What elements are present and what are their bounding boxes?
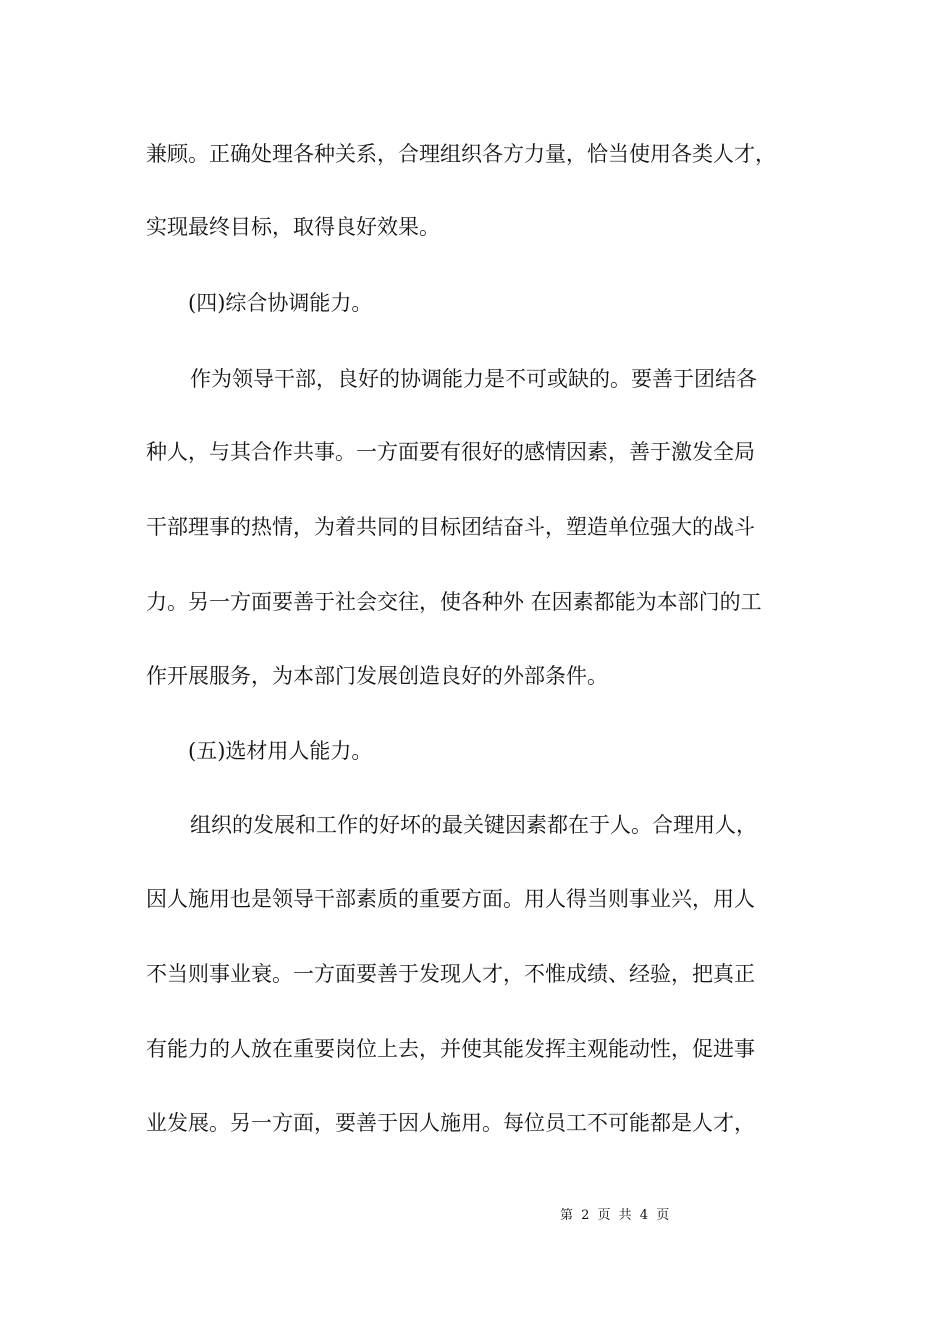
paragraph-line: 作开展服务，为本部门发展创造良好的外部条件。 <box>146 664 608 688</box>
section-heading: (四)综合协调能力。 <box>188 291 373 315</box>
paragraph-line: 因人施用也是领导干部素质的重要方面。用人得当则事业兴，用人 <box>146 887 755 911</box>
paragraph-line: 干部理事的热情，为着共同的目标团结奋斗，塑造单位强大的战斗 <box>146 515 755 539</box>
paragraph-line: 实现最终目标，取得良好效果。 <box>146 215 440 239</box>
paragraph-line: 种人，与其合作共事。一方面要有很好的感情因素，善于激发全局 <box>146 440 755 464</box>
paragraph-line: 组织的发展和工作的好坏的最关键因素都在于人。合理用人， <box>190 813 757 837</box>
section-heading: (五)选材用人能力。 <box>188 739 373 763</box>
paragraph-line: 作为领导干部，良好的协调能力是不可或缺的。要善于团结各 <box>190 367 757 391</box>
paragraph-line: 有能力的人放在重要岗位上去，并使其能发挥主观能动性，促进事 <box>146 1037 755 1061</box>
page-number-footer: 第 2 页 共 4 页 <box>560 1208 672 1223</box>
paragraph-line: 力。另一方面要善于社会交往，使各种外 在因素都能为本部门的工 <box>146 590 762 614</box>
paragraph-line: 不当则事业衰。一方面要善于发现人才，不惟成绩、经验，把真正 <box>146 962 755 986</box>
paragraph-line: 业发展。另一方面，要善于因人施用。每位员工不可能都是人才， <box>146 1111 755 1135</box>
paragraph-line: 兼顾。正确处理各种关系，合理组织各方力量，恰当使用各类人才， <box>146 142 776 166</box>
